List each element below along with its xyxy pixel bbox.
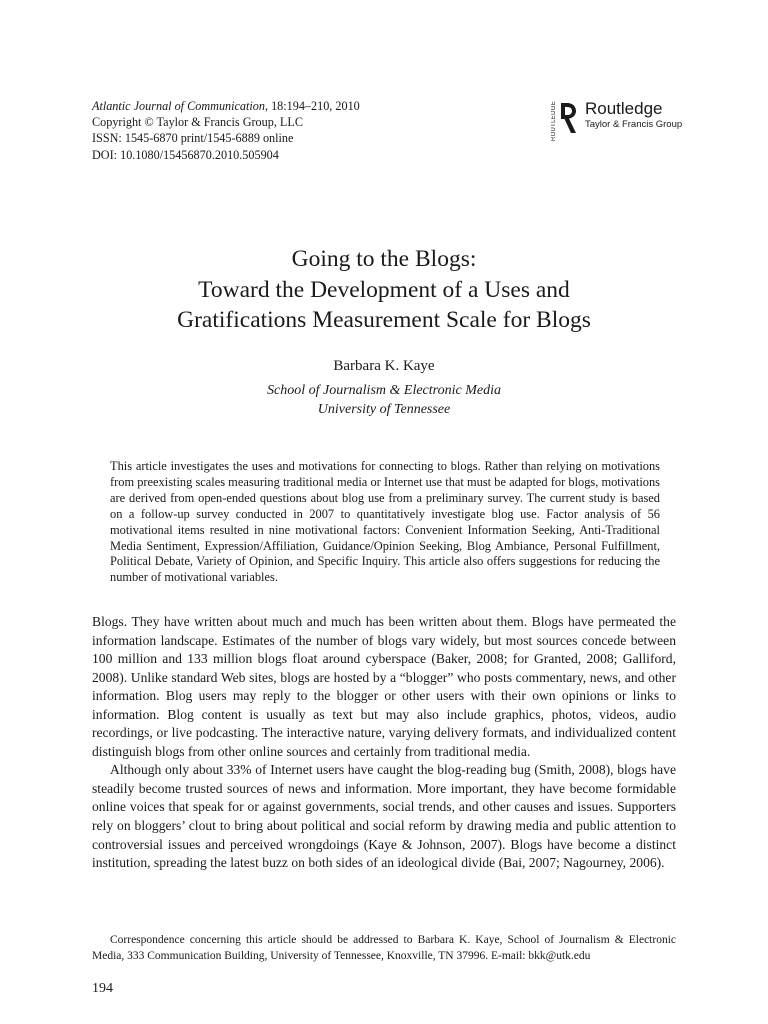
article-title <box>0 244 768 336</box>
journal-issue: , 18:194–210, 2010 <box>264 99 360 113</box>
issn-line: ISSN: 1545-6870 print/1545-6889 online <box>92 131 294 146</box>
title-line: Going to the Blogs: <box>291 246 477 272</box>
title-line: Toward the Development of a Uses and <box>198 276 570 303</box>
paragraph: Blogs. They have written about much and much has been written about them. Blogs have permeated the information landscape. Estimates of the number of blogs vary widely, but most sources concede between 100 million and 133 million blogs float around cyberspace (Baker, 2008; for Granted, 2008; Galliford, 2008). Unlike standard Web sites, blogs are hosted by a “blogger” who posts commentary, news, and other information. Blog users may reply to the blogger or other users with their own opinions or links to information. Blog content is usually as text but may also include graphics, photos, videos, audio recordings, or live podcasting. The interactive nature, varying delivery formats, and individualized content distinguish blogs from other online sources and certainly from traditional media. <box>92 614 676 759</box>
affiliation-line: University of Tennessee <box>317 402 451 417</box>
correspondence-footnote: Correspondence concerning this article should be addressed to Barbara K. Kaye, School of Journalism & Electronic Media, 333 Communication Building, University of Tennessee, Knoxville, TN 37996. E-mail: bkk@utk.edu <box>92 934 676 962</box>
author-name: Barbara K. Kaye <box>333 358 435 374</box>
author-affiliation <box>0 381 768 419</box>
paragraph: Although only about 33% of Internet users have caught the blog-reading bug (Smith, 2008), blogs have steadily become trusted sources of news and information. More important, they have become formidable online voices that speak for or against governments, social trends, and other causes and issues. Supporters rely on bloggers’ clout to bring about political and social reform by drawing media and public attention to controversial issues and perceived wrongdoings (Kaye & Johnson, 2007). Blogs have become a distinct institution, spreading the latest buzz on both sides of an ideological divide (Bai, 2007; Nagourney, 2006). <box>92 762 676 871</box>
abstract: This article investigates the uses and motivations for connecting to blogs. Rather than relying on motivations from preexisting scales measuring traditional media or Internet use that must be adapted for blogs, motivations are derived from open-ended questions about blog use from a preliminary survey. The current study is based on a follow-up survey conducted in 2007 to quantitatively investigate blog use. Factor analysis of 56 motivational items resulted in nine motivational factors: Convenient Information Seeking, Anti-Traditional Media Sentiment, Expression/Affiliation, Guidance/Opinion Seeking, Blog Ambiance, Personal Fulfillment, Political Debate, Variety of Opinion, and Specific Inquiry. This article also offers suggestions for reducing the number of motivational variables. <box>110 459 660 585</box>
publisher-group: Taylor & Francis Group <box>585 119 683 130</box>
affiliation-line: School of Journalism & Electronic Media <box>267 383 501 398</box>
page-number: 194 <box>92 981 113 996</box>
title-line: Gratifications Measurement Scale for Blogs <box>177 307 591 333</box>
journal-citation <box>92 98 360 163</box>
journal-name: Atlantic Journal of Communication <box>92 99 265 113</box>
body-text <box>92 613 676 873</box>
journal-line <box>92 98 360 114</box>
routledge-logo-icon <box>551 99 579 142</box>
publisher-logo <box>551 99 683 142</box>
copyright-line: Copyright © Taylor & Francis Group, LLC <box>92 115 303 130</box>
publisher-name: Routledge <box>585 99 663 118</box>
doi-line: DOI: 10.1080/15456870.2010.505904 <box>92 147 279 162</box>
logo-vertical-text: ROUTLEDGE <box>551 101 557 142</box>
